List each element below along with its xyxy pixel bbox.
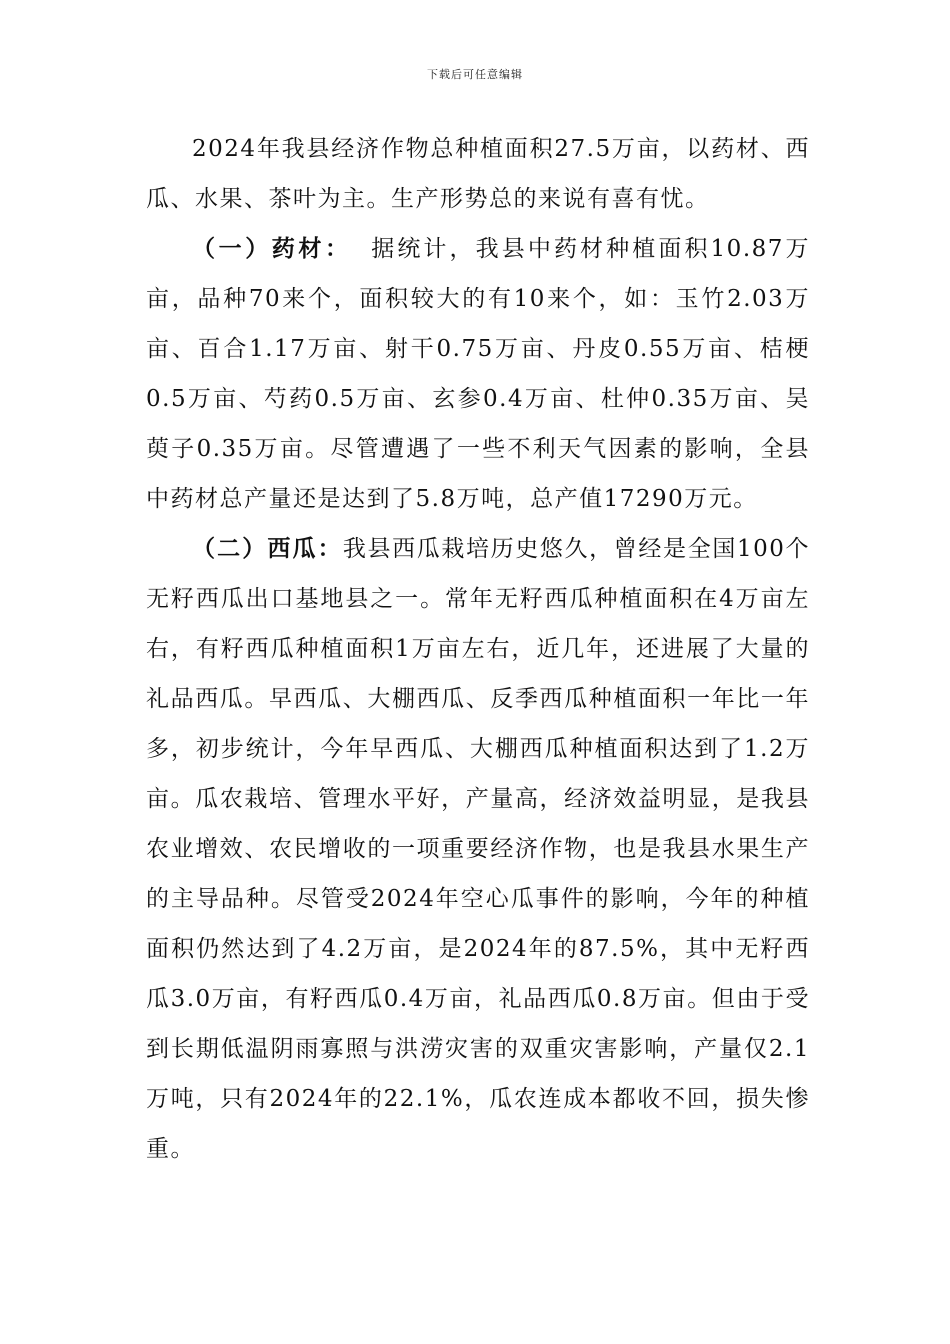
intro-paragraph: 2024年我县经济作物总种植面积27.5万亩，以药材、西瓜、水果、茶叶为主。生产形势总的来说有喜有忧。 — [146, 136, 810, 212]
section-watermelon-text: 我县西瓜栽培历史悠久，曾经是全国100个无籽西瓜出口基地县之一。常年无籽西瓜种植面积在4万亩左右，有籽西瓜种植面积1万亩左右，近几年，还进展了大量的礼品西瓜。早西瓜、大棚西瓜、反季西瓜种植面积一年比一年多，初步统计，今年早西瓜、大棚西瓜种植面积达到了1.2万亩。瓜农栽培、管理水平好，产量高，经济效益明显，是我县农业增效、农民增收的一项重要经济作物，也是我县水果生产的主导品种。尽管受2024年空心瓜事件的影响，今年的种植面积仍然达到了4.2万亩，是2024年的87.5%，其中无籽西瓜3.0万亩，有籽西瓜0.4万亩，礼品西瓜0.8万亩。但由于受到长期低温阴雨寡照与洪涝灾害的双重灾害影响，产量仅2.1万吨，只有2024年的22.1%，瓜农连成本都收不回，损失惨重。 — [146, 536, 810, 1162]
section-herbs-text: 据统计，我县中药材种植面积10.87万亩，品种70来个，面积较大的有10来个，如：玉竹2.03万亩、百合1.17万亩、射干0.75万亩、丹皮0.55万亩、桔梗0.5万亩、芍药0.5万亩、玄参0.4万亩、杜仲0.35万亩、吴萸子0.35万亩。尽管遭遇了一些不利天气因素的影响，全县中药材总产量还是达到了5.8万吨，总产值17290万元。 — [146, 236, 810, 512]
section-herbs-paragraph — [146, 224, 810, 524]
page-header-note: 下载后可任意编辑 — [427, 68, 523, 81]
document-body — [146, 124, 810, 1174]
section-watermelon-heading: （二）西瓜： — [192, 536, 343, 562]
section-herbs-heading: （一）药材： — [192, 236, 352, 262]
section-watermelon-paragraph — [146, 524, 810, 1174]
